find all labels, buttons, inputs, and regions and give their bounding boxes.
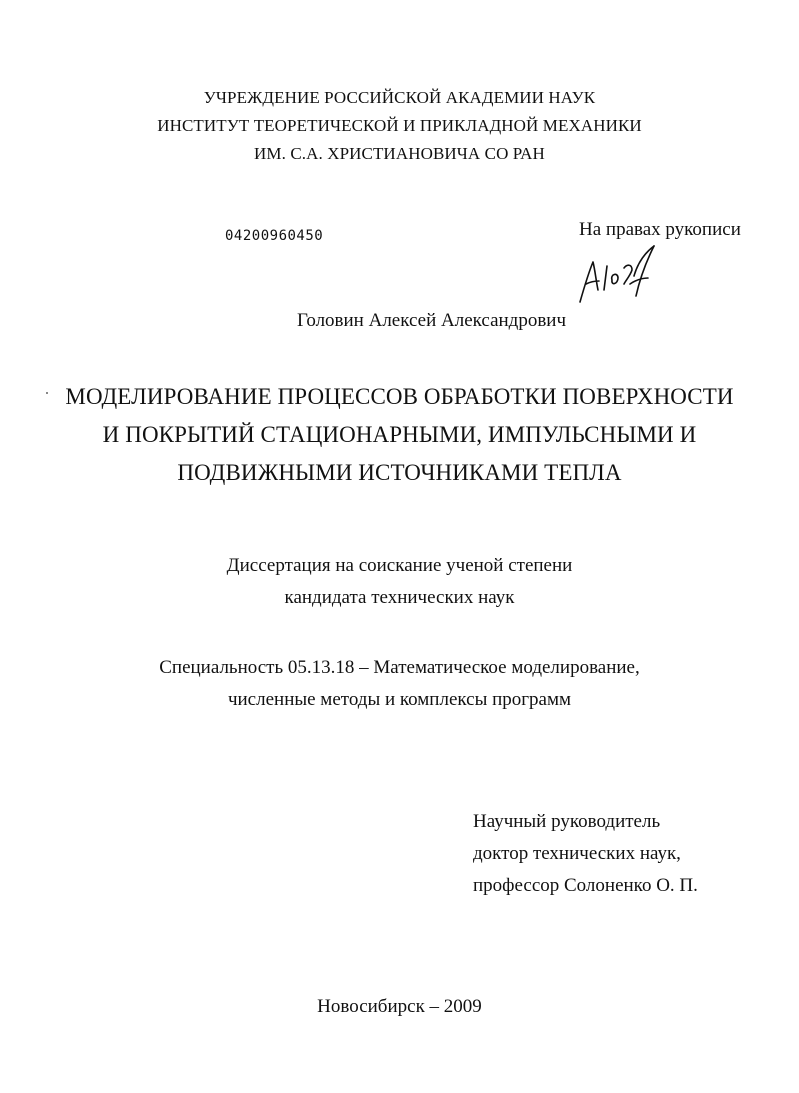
institution-line-2: ИНСТИТУТ ТЕОРЕТИЧЕСКОЙ И ПРИКЛАДНОЙ МЕХАНИКИ [157, 116, 642, 135]
registry-code: 04200960450 [225, 228, 324, 244]
institution-line-1: УЧРЕЖДЕНИЕ РОССИЙСКОЙ АКАДЕМИИ НАУК [203, 88, 596, 107]
institution-line-3: ИМ. С.А. ХРИСТИАНОВИЧА СО РАН [254, 144, 545, 163]
specialty-line-2: численные методы и комплексы программ [227, 689, 572, 710]
title-line-1: МОДЕЛИРОВАНИЕ ПРОЦЕССОВ ОБРАБОТКИ ПОВЕРХНОСТИ [65, 384, 734, 409]
supervisor-line-3: профессор Солоненко О. П. [473, 875, 698, 896]
rights-note: На правах рукописи [579, 219, 741, 240]
supervisor-line-2: доктор технических наук, [473, 843, 681, 864]
city-year: Новосибирск – 2009 [317, 996, 482, 1017]
handwritten-signature-icon [574, 240, 664, 308]
specialty-line-1: Специальность 05.13.18 – Математическое моделирование, [159, 657, 640, 678]
author-name: Головин Алексей Александрович [297, 310, 567, 331]
degree-line-2: кандидата технических наук [284, 587, 515, 608]
degree-line-1: Диссертация на соискание ученой степени [226, 555, 573, 576]
title-line-2: И ПОКРЫТИЙ СТАЦИОНАРНЫМИ, ИМПУЛЬСНЫМИ И [102, 422, 697, 447]
title-line-3: ПОДВИЖНЫМИ ИСТОЧНИКАМИ ТЕПЛА [177, 460, 622, 485]
supervisor-line-1: Научный руководитель [473, 811, 661, 832]
